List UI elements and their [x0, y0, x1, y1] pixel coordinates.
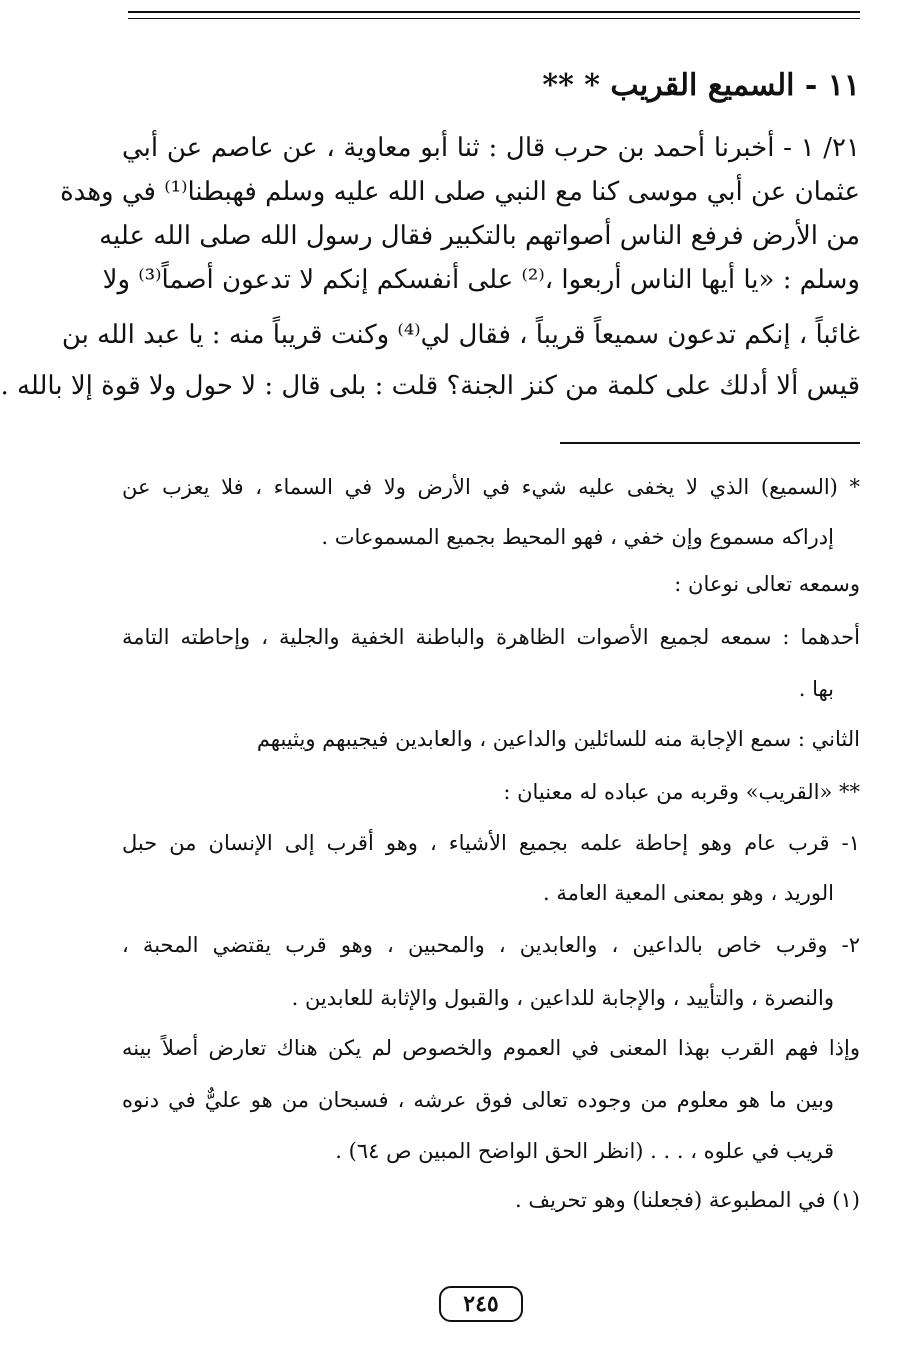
footnote-line: الثاني : سمع الإجابة منه للسائلين والداعين ، والعابدين فيجيبهم ويثيبهم [256, 727, 860, 751]
main-text-line: ٢١/ ١ - أخبرنا أحمد بن حرب قال : ثنا أبو معاوية ، عن عاصم عن أبي [122, 133, 860, 163]
main-text-line: غائباً ، إنكم تدعون سميعاً قريباً ، فقال لي⁽⁴⁾ وكنت قريباً منه : يا عبد الله بن [61, 320, 860, 350]
main-text-line: قيس ألا أدلك على كلمة من كنز الجنة؟ قلت : بلى قال : لا حول ولا قوة إلا بالله . [0, 371, 860, 401]
footnote-line: قريب في علوه ، . . . (انظر الحق الواضح المبين ص ٦٤) . [335, 1139, 834, 1163]
footnote-line: ١- قرب عام وهو إحاطة علمه بجميع الأشياء ، وهو أقرب إلى الإنسان من حبل [122, 831, 860, 855]
footnote-line: بها . [798, 677, 834, 701]
footnote-line: إدراكه مسموع وإن خفي ، فهو المحيط بجميع المسموعات . [321, 525, 834, 549]
footnote-separator [560, 442, 860, 444]
footnote-line: أحدهما : سمعه لجميع الأصوات الظاهرة والباطنة الخفية والجلية ، وإحاطته التامة [122, 625, 860, 649]
top-double-rule-lower [128, 18, 860, 19]
main-text-line: من الأرض فرفع الناس أصواتهم بالتكبير فقال رسول الله صلى الله عليه [99, 221, 860, 251]
footnote-line: ٢- وقرب خاص بالداعين ، والعابدين ، والمحبين ، وهو قرب يقتضي المحبة ، [122, 933, 860, 957]
top-double-rule-upper [128, 11, 860, 13]
page-number: ٢٤٥ [439, 1286, 523, 1322]
footnote-line: * (السميع) الذي لا يخفى عليه شيء في الأرض ولا في السماء ، فلا يعزب عن [122, 475, 860, 499]
footnote-line: وبين ما هو معلوم من وجوده تعالى فوق عرشه ، فسبحان من هو عليٌّ في دنوه [122, 1088, 834, 1112]
footnote-line: والنصرة ، والتأييد ، والإجابة للداعين ، والقبول والإثابة للعابدين . [291, 986, 834, 1010]
footnote-line: ** «القريب» وقربه من عباده له معنيان : [503, 780, 860, 804]
footnote-line: (١) في المطبوعة (فجعلنا) وهو تحريف . [515, 1188, 860, 1212]
footnote-line: الوريد ، وهو بمعنى المعية العامة . [543, 881, 834, 905]
footnote-line: وإذا فهم القرب بهذا المعنى في العموم والخصوص لم يكن هناك تعارض أصلاً بينه [122, 1036, 860, 1060]
main-text-line: وسلم : «يا أيها الناس أربعوا ،⁽²⁾ على أنفسكم إنكم لا تدعون أصماً⁽³⁾ ولا [102, 265, 860, 295]
main-text-line: عثمان عن أبي موسى كنا مع النبي صلى الله عليه وسلم فهبطنا⁽¹⁾ في وهدة [60, 177, 860, 207]
section-heading: ١١ - السميع القريب * ** [542, 68, 860, 103]
footnote-line: وسمعه تعالى نوعان : [674, 572, 860, 596]
